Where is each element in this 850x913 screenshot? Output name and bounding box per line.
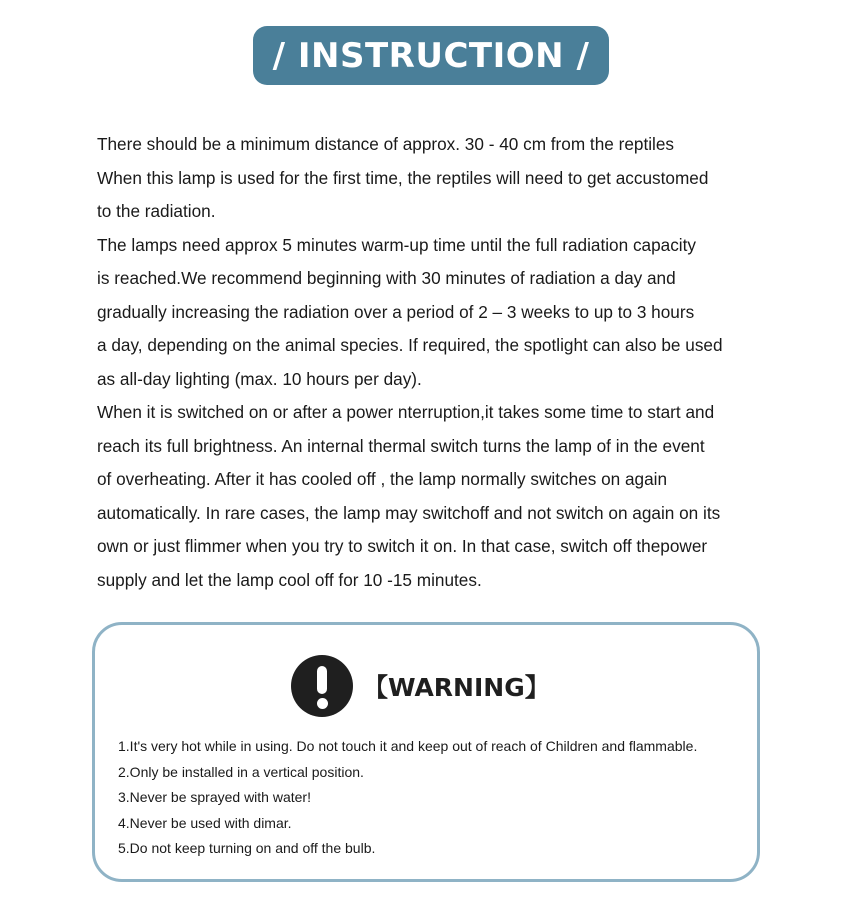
instruction-line: supply and let the lamp cool off for 10 -15 minutes. xyxy=(97,569,482,590)
instruction-line: When this lamp is used for the first time, the reptiles will need to get accustomed xyxy=(97,167,709,188)
instruction-line: to the radiation. xyxy=(97,201,216,221)
instruction-line: a day, depending on the animal species. If required, the spotlight can also be used xyxy=(97,335,723,355)
instruction-line: as all-day lighting (max. 10 hours per day). xyxy=(97,368,422,389)
warning-item: 5.Do not keep turning on and off the bulb. xyxy=(118,840,376,856)
warning-item: 2.Only be installed in a vertical position. xyxy=(118,763,364,780)
instruction-line: of overheating. After it has cooled off , the lamp normally switches on again xyxy=(97,469,668,489)
warning-item: 4.Never be used with dimar. xyxy=(118,814,292,831)
instruction-title-banner xyxy=(253,26,609,85)
warning-title: 【WARNING】 xyxy=(363,673,550,702)
instruction-line: There should be a minimum distance of approx. 30 - 40 cm from the reptiles xyxy=(97,134,675,154)
instruction-text xyxy=(97,128,762,597)
exclamation-icon xyxy=(291,655,353,717)
instruction-title: / INSTRUCTION / xyxy=(272,35,590,76)
instruction-line: reach its full brightness. An internal thermal switch turns the lamp of in the event xyxy=(97,435,705,456)
instruction-line: is reached.We recommend beginning with 30 minutes of radiation a day and xyxy=(97,268,676,288)
warning-list xyxy=(118,734,758,862)
warning-item: 3.Never be sprayed with water! xyxy=(118,789,311,805)
instruction-line: automatically. In rare cases, the lamp may switchoff and not switch on again on its xyxy=(97,502,721,523)
instruction-line: The lamps need approx 5 minutes warm-up time until the full radiation capacity xyxy=(97,234,696,255)
instruction-line: When it is switched on or after a power nterruption,it takes some time to start and xyxy=(97,402,715,422)
warning-item: 1.It's very hot while in using. Do not touch it and keep out of reach of Children and flammable. xyxy=(118,738,698,754)
instruction-line: own or just flimmer when you try to switch it on. In that case, switch off thepower xyxy=(97,536,708,556)
instruction-line: gradually increasing the radiation over a period of 2 – 3 weeks to up to 3 hours xyxy=(97,301,695,322)
